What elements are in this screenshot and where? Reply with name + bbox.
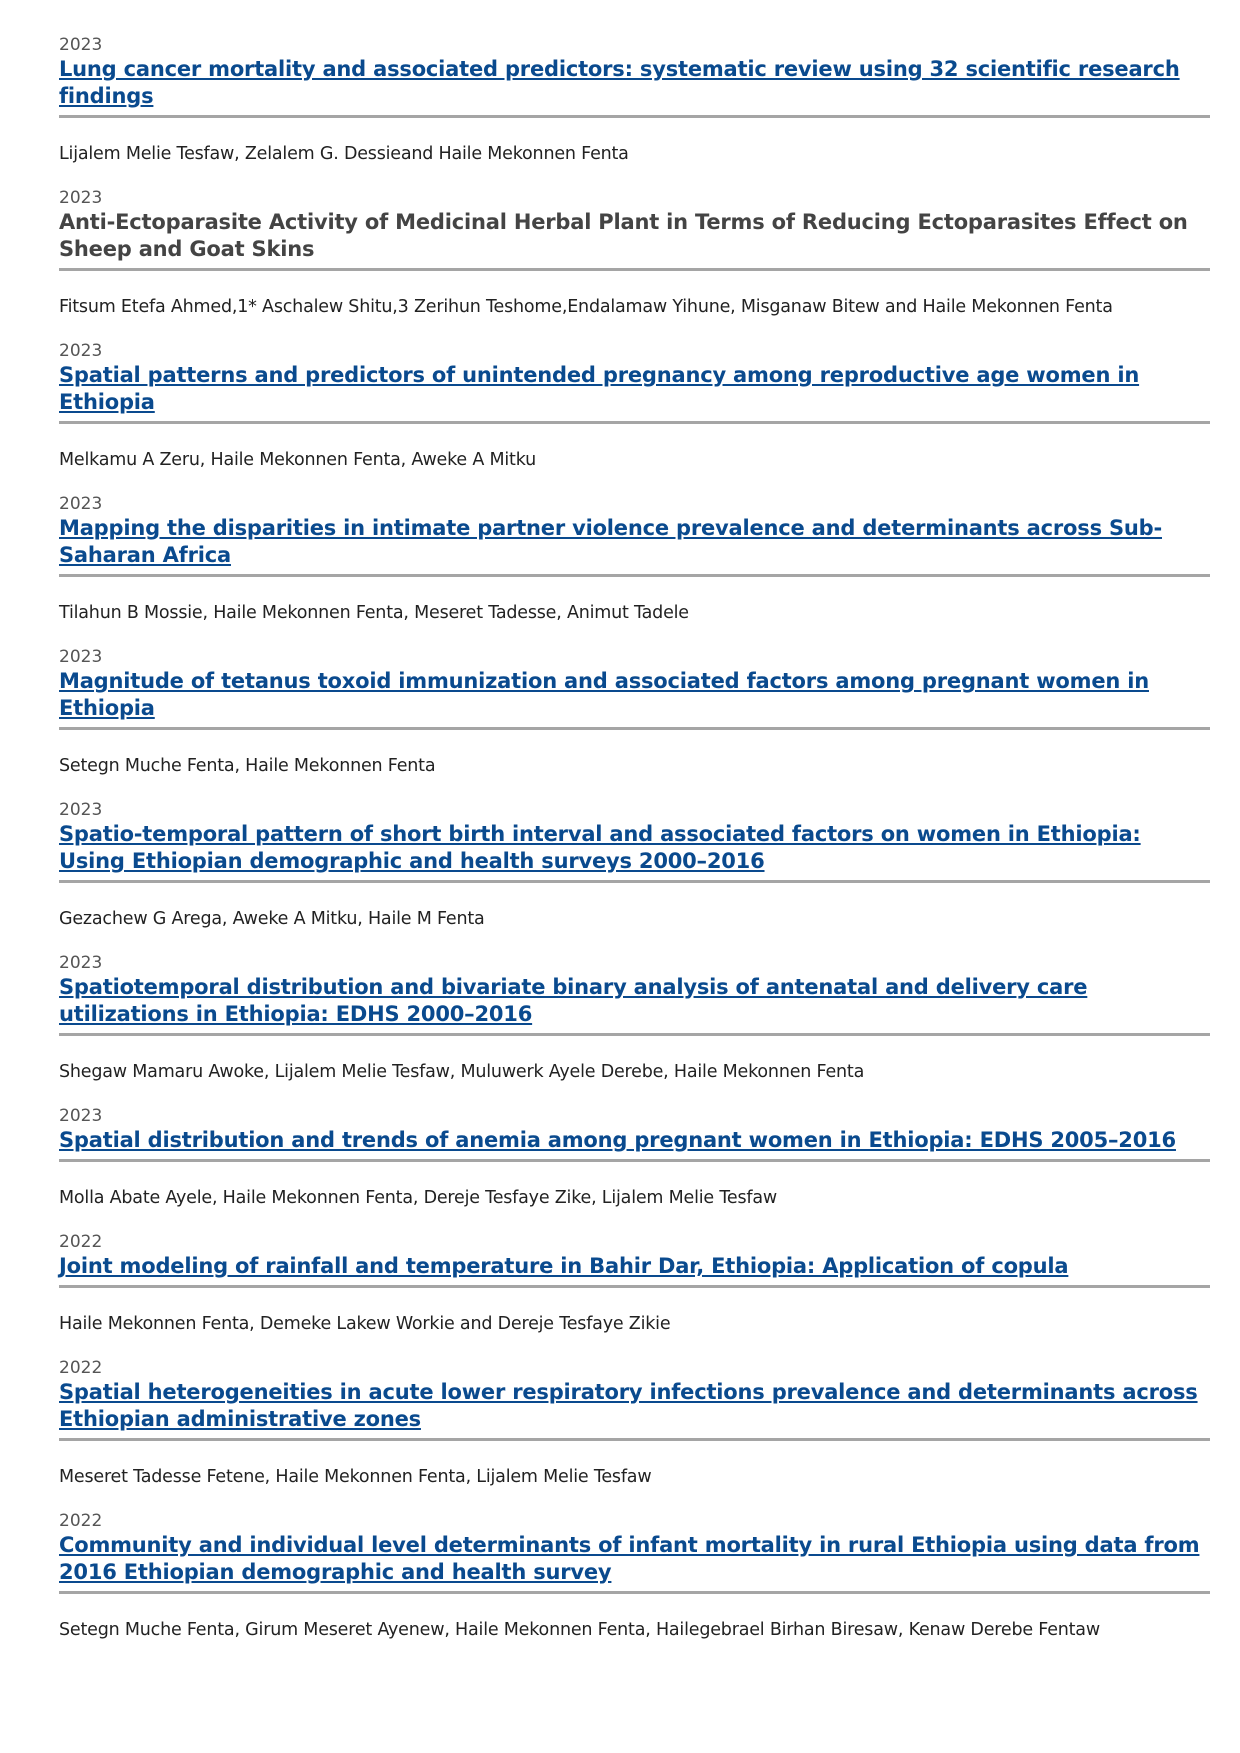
- publication-year: 2023: [59, 647, 103, 667]
- publication-authors: Melkamu A Zeru, Haile Mekonnen Fenta, Aweke A Mitku: [59, 450, 537, 470]
- publication-entry: [59, 1231, 1210, 1336]
- publication-year: 2023: [59, 341, 103, 361]
- publication-year: 2023: [59, 188, 103, 208]
- publication-title-link[interactable]: Lung cancer mortality and associated predictors: systematic review using 32 scientific research findings: [59, 57, 1180, 108]
- publication-authors: Fitsum Etefa Ahmed,1* Aschalew Shitu,3 Zerihun Teshome,Endalamaw Yihune, Misganaw Bitew and Haile Mekonnen Fenta: [59, 297, 1113, 317]
- publication-list: [59, 34, 1210, 1663]
- publication-year: 2023: [59, 35, 103, 55]
- publication-title-link[interactable]: Spatial patterns and predictors of unintended pregnancy among reproductive age women in Ethiopia: [59, 363, 1140, 414]
- divider: [59, 268, 1210, 271]
- publication-title-link[interactable]: Spatiotemporal distribution and bivariate binary analysis of antenatal and delivery care utilizations in Ethiopia: EDHS 2000–2016: [59, 975, 1088, 1026]
- divider: [59, 1438, 1210, 1441]
- publication-authors: Tilahun B Mossie, Haile Mekonnen Fenta, Meseret Tadesse, Animut Tadele: [59, 603, 689, 623]
- publication-title-link[interactable]: Spatio-temporal pattern of short birth interval and associated factors on women in Ethiopia: Using Ethiopian demographic and health surveys 2000–2016: [59, 822, 1141, 873]
- publication-entry: [59, 187, 1210, 319]
- publication-entry: [59, 646, 1210, 778]
- publication-year: 2023: [59, 494, 103, 514]
- publication-title-link[interactable]: Spatial distribution and trends of anemia among pregnant women in Ethiopia: EDHS 2005–2016: [59, 1128, 1176, 1152]
- divider: [59, 880, 1210, 883]
- publication-authors: Haile Mekonnen Fenta, Demeke Lakew Workie and Dereje Tesfaye Zikie: [59, 1314, 671, 1334]
- divider: [59, 1591, 1210, 1594]
- publication-title-link[interactable]: Spatial heterogeneities in acute lower respiratory infections prevalence and determinants across Ethiopian administrative zones: [59, 1380, 1198, 1431]
- divider: [59, 1159, 1210, 1162]
- publication-authors: Shegaw Mamaru Awoke, Lijalem Melie Tesfaw, Muluwerk Ayele Derebe, Haile Mekonnen Fenta: [59, 1062, 865, 1082]
- publication-year: 2023: [59, 953, 103, 973]
- publication-authors: Setegn Muche Fenta, Girum Meseret Ayenew, Haile Mekonnen Fenta, Hailegebrael Birhan Biresaw, Kenaw Derebe Fentaw: [59, 1620, 1100, 1640]
- publication-authors: Setegn Muche Fenta, Haile Mekonnen Fenta: [59, 756, 436, 776]
- publication-title-link[interactable]: Mapping the disparities in intimate partner violence prevalence and determinants across Sub-Saharan Africa: [59, 516, 1162, 567]
- publication-entry: [59, 34, 1210, 166]
- publication-year: 2022: [59, 1511, 103, 1531]
- publication-title: Anti-Ectoparasite Activity of Medicinal Herbal Plant in Terms of Reducing Ectoparasites Effect on Sheep and Goat Skins: [59, 210, 1188, 261]
- publication-title-link[interactable]: Community and individual level determinants of infant mortality in rural Ethiopia using data from 2016 Ethiopian demographic and health survey: [59, 1533, 1200, 1584]
- divider: [59, 1285, 1210, 1288]
- publication-entry: [59, 799, 1210, 931]
- publication-authors: Lijalem Melie Tesfaw, Zelalem G. Dessieand Haile Mekonnen Fenta: [59, 144, 629, 164]
- divider: [59, 115, 1210, 118]
- publication-entry: [59, 1357, 1210, 1489]
- publication-year: 2022: [59, 1232, 103, 1252]
- publication-entry: [59, 340, 1210, 472]
- divider: [59, 1033, 1210, 1036]
- publication-entry: [59, 1510, 1210, 1642]
- divider: [59, 574, 1210, 577]
- publication-entry: [59, 1105, 1210, 1210]
- divider: [59, 421, 1210, 424]
- publication-title-link[interactable]: Magnitude of tetanus toxoid immunization and associated factors among pregnant women in Ethiopia: [59, 669, 1149, 720]
- publication-year: 2022: [59, 1358, 103, 1378]
- divider: [59, 727, 1210, 730]
- publication-authors: Gezachew G Arega, Aweke A Mitku, Haile M Fenta: [59, 909, 485, 929]
- publication-title-link[interactable]: Joint modeling of rainfall and temperature in Bahir Dar, Ethiopia: Application of copula: [59, 1254, 1069, 1278]
- publication-authors: Meseret Tadesse Fetene, Haile Mekonnen Fenta, Lijalem Melie Tesfaw: [59, 1467, 652, 1487]
- publication-authors: Molla Abate Ayele, Haile Mekonnen Fenta, Dereje Tesfaye Zike, Lijalem Melie Tesfaw: [59, 1188, 777, 1208]
- publication-year: 2023: [59, 1106, 103, 1126]
- publication-year: 2023: [59, 800, 103, 820]
- publication-entry: [59, 493, 1210, 625]
- publication-entry: [59, 952, 1210, 1084]
